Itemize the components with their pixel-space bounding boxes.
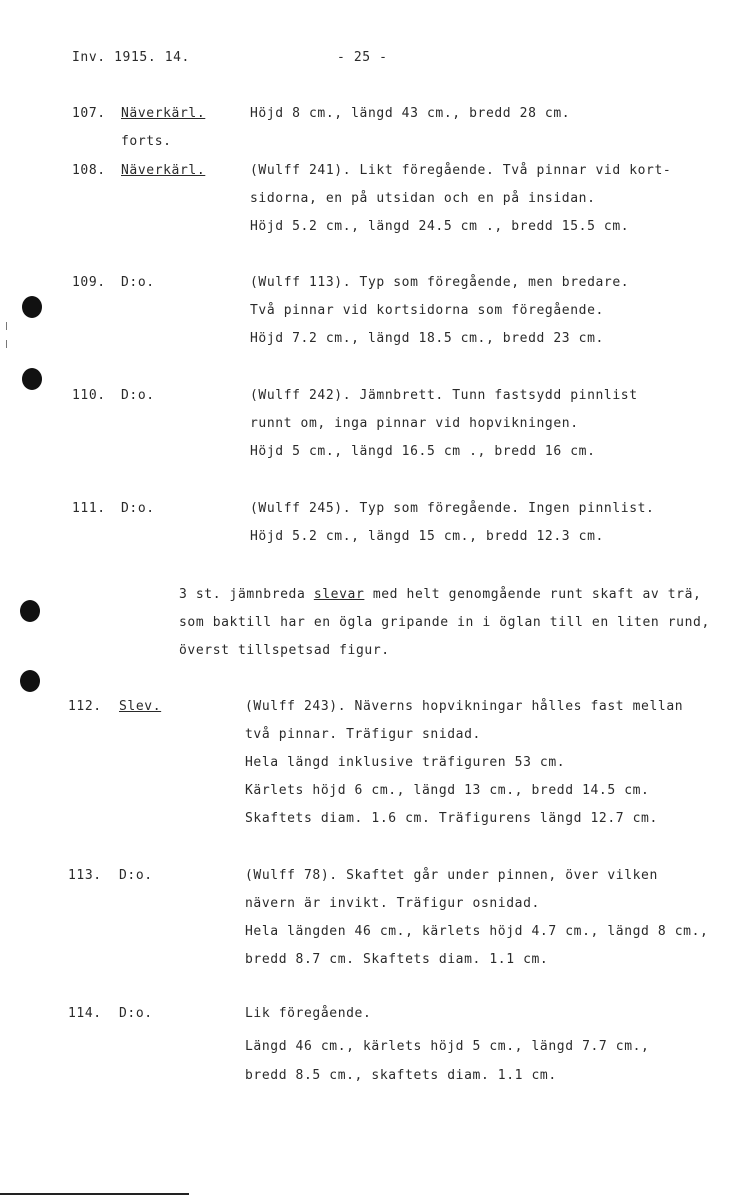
entry-108-name: Näverkärl. bbox=[121, 163, 206, 178]
entry-112-line-1: (Wulff 243). Näverns hopvikningar hålles fast mellan bbox=[245, 699, 684, 714]
entry-107-number: 107. bbox=[72, 106, 106, 121]
entry-109-name: D:o. bbox=[121, 275, 155, 290]
entry-114-line-1: Lik föregående. bbox=[245, 1006, 372, 1021]
entry-112-name: Slev. bbox=[119, 699, 162, 714]
entry-109-line-3: Höjd 7.2 cm., längd 18.5 cm., bredd 23 cm. bbox=[250, 331, 604, 346]
entry-108-line-1: (Wulff 241). Likt föregående. Två pinnar vid kort- bbox=[250, 163, 672, 178]
entry-113-name: D:o. bbox=[119, 868, 153, 883]
intro-keyword: slevar bbox=[313, 587, 365, 602]
entry-110-line-2: runnt om, inga pinnar vid hopvikningen. bbox=[250, 416, 579, 431]
entry-109-line-1: (Wulff 113). Typ som föregående, men bredare. bbox=[250, 275, 630, 290]
entry-111-line-2: Höjd 5.2 cm., längd 15 cm., bredd 12.3 cm. bbox=[250, 529, 604, 544]
entry-110-line-3: Höjd 5 cm., längd 16.5 cm ., bredd 16 cm. bbox=[250, 444, 596, 459]
entry-113-line-1: (Wulff 78). Skaftet går under pinnen, över vilken bbox=[245, 868, 658, 883]
entry-110-line-1: (Wulff 242). Jämnbrett. Tunn fastsydd pinnlist bbox=[250, 388, 638, 403]
entry-114-number: 114. bbox=[68, 1006, 102, 1021]
intro-line-1-start: 3 st. jämnbreda bbox=[179, 587, 314, 602]
entry-113-line-3: Hela längden 46 cm., kärlets höjd 4.7 cm., längd 8 cm., bbox=[245, 924, 709, 939]
intro-line-2: som baktill har en ögla gripande in i öglan till en liten rund, bbox=[179, 615, 710, 630]
entry-113-number: 113. bbox=[68, 868, 102, 883]
entry-113-line-4: bredd 8.7 cm. Skaftets diam. 1.1 cm. bbox=[245, 952, 549, 967]
entry-111-name: D:o. bbox=[121, 501, 155, 516]
entry-109-number: 109. bbox=[72, 275, 106, 290]
margin-mark-1 bbox=[6, 322, 7, 330]
entry-108-line-3: Höjd 5.2 cm., längd 24.5 cm ., bredd 15.5 cm. bbox=[250, 219, 630, 234]
entry-110-name: D:o. bbox=[121, 388, 155, 403]
intro-line-1 bbox=[179, 587, 701, 603]
intro-line-1-end: med helt genomgående runt skaft av trä, bbox=[364, 587, 702, 602]
entry-108-number: 108. bbox=[72, 163, 106, 178]
inventory-number: Inv. 1915. 14. bbox=[72, 50, 190, 65]
intro-line-3: överst tillspetsad figur. bbox=[179, 643, 390, 658]
entry-112-line-4: Kärlets höjd 6 cm., längd 13 cm., bredd 14.5 cm. bbox=[245, 783, 650, 798]
entry-114-line-3: bredd 8.5 cm., skaftets diam. 1.1 cm. bbox=[245, 1068, 557, 1083]
entry-112-line-3: Hela längd inklusive träfiguren 53 cm. bbox=[245, 755, 566, 770]
entry-110-number: 110. bbox=[72, 388, 106, 403]
punch-hole-1 bbox=[22, 296, 42, 318]
punch-hole-2 bbox=[22, 368, 42, 390]
entry-113-line-2: nävern är invikt. Träfigur osnidad. bbox=[245, 896, 540, 911]
entry-112-line-2: två pinnar. Träfigur snidad. bbox=[245, 727, 481, 742]
entry-111-line-1: (Wulff 245). Typ som föregående. Ingen pinnlist. bbox=[250, 501, 655, 516]
entry-111-number: 111. bbox=[72, 501, 106, 516]
entry-107-line-1: Höjd 8 cm., längd 43 cm., bredd 28 cm. bbox=[250, 106, 571, 121]
margin-mark-2 bbox=[6, 340, 7, 348]
page-number: - 25 - bbox=[337, 50, 388, 65]
punch-hole-4 bbox=[20, 670, 40, 692]
entry-114-name: D:o. bbox=[119, 1006, 153, 1021]
entry-114-line-2: Längd 46 cm., kärlets höjd 5 cm., längd 7.7 cm., bbox=[245, 1039, 650, 1054]
entry-112-number: 112. bbox=[68, 699, 102, 714]
entry-109-line-2: Två pinnar vid kortsidorna som föregående. bbox=[250, 303, 604, 318]
entry-108-line-2: sidorna, en på utsidan och en på insidan. bbox=[250, 191, 596, 206]
entry-107-name: Näverkärl. bbox=[121, 106, 206, 121]
footer-rule bbox=[0, 1193, 189, 1195]
punch-hole-3 bbox=[20, 600, 40, 622]
entry-112-line-5: Skaftets diam. 1.6 cm. Träfigurens längd 12.7 cm. bbox=[245, 811, 658, 826]
entry-107-name-cont: forts. bbox=[121, 134, 172, 149]
